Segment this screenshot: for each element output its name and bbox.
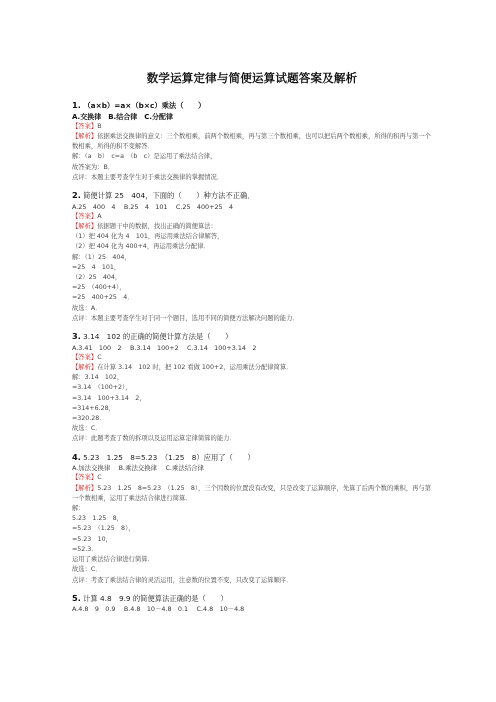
analysis-line <box>72 132 432 152</box>
question-number: 1. <box>72 100 81 110</box>
solution-line: =52.3． <box>72 545 98 553</box>
question-3 <box>72 331 432 445</box>
solution-line: 解： <box>72 505 85 513</box>
question-options: A.交换律 B.结合律 C.分配律 <box>72 112 173 121</box>
answer-line <box>72 353 432 363</box>
question-number: 3. <box>72 331 81 342</box>
answer-tag: 【答案】 <box>72 122 98 130</box>
solution-line: =5.23 10， <box>72 535 112 543</box>
analysis-tag: 【解析】 <box>72 223 98 231</box>
solution-line: 5.23 1.25 8， <box>72 515 123 523</box>
answer-value: B <box>97 122 102 130</box>
question-stem <box>72 100 432 112</box>
solution-line: 点评：本题主要考查学生对于乘法交换律的掌握情况． <box>72 173 224 181</box>
answer-line <box>72 122 432 132</box>
solution-line: 解：（1）25 404， <box>72 253 131 261</box>
solution-line: =3.14 100+3.14 2， <box>72 394 146 402</box>
document-page <box>72 70 432 615</box>
solution-line: 运用了乘法结合律进行简算． <box>72 556 154 564</box>
question-1 <box>72 100 432 183</box>
question-number: 4. <box>72 451 81 462</box>
question-options: A.4.8 9 0.9 B.4.8 10－4.8 0.1 C.4.8 10－4.8 <box>72 605 245 614</box>
analysis-text: 5.23 1.25 8=5.23 （1.25 8），三个因数的位置没有改变，只是改变了运算顺序，先算了后两个数的乘积，再与第一个数相乘，运用了乘法结合律进行简算． <box>72 484 432 502</box>
solution-line: （2）把 404 化为 400+4，再运用乘法分配律． <box>72 243 210 251</box>
solution-line: 解：（a b） c=a （b c）是运用了乘法结合律， <box>72 153 217 161</box>
analysis-line <box>72 484 432 504</box>
analysis-tag: 【解析】 <box>72 484 98 492</box>
question-options: A.加法交换律 B.乘法交换律 C.乘法结合律 <box>72 464 204 473</box>
answer-line <box>72 212 432 222</box>
solution-line: 点评：本题主要考查学生对于同一个题目，选用不同的简便方法解决问题的能力． <box>72 314 299 322</box>
analysis-text: 依据乘法交换律的意义：三个数相乘，前两个数相乘，再与第三个数相乘，也可以把后两个数相乘，所得的积再与第一个数相乘，所得的积不变解答． <box>72 133 431 151</box>
analysis-text: 在计算 3.14 102 时，把 102 看做 100+2，运用乘法分配律简算． <box>97 364 293 372</box>
analysis-tag: 【解析】 <box>72 364 98 372</box>
solution-line: （2）25 404， <box>72 274 122 282</box>
answer-tag: 【答案】 <box>72 353 98 361</box>
solution-line: =25 4 101， <box>72 263 121 271</box>
question-text: 3.14 102 的正确的简便计算方法是（ ） <box>83 332 233 342</box>
answer-tag: 【答案】 <box>72 474 98 482</box>
solution-line: =3.14 （100+2）， <box>72 384 132 392</box>
question-options: A.3.41 100 2 B.3.14 100+2 C.3.14 100+3.14 2 <box>72 343 257 352</box>
answer-value: A <box>97 212 102 220</box>
answer-value: C <box>97 474 102 482</box>
solution-line: =314+6.28， <box>72 404 115 412</box>
question-options: A.25 400 4 B.25 4 101 C.25 400+25 4 <box>72 202 234 211</box>
answer-value: C <box>97 353 102 361</box>
solution-line: =25 400+25 4． <box>72 294 134 302</box>
page-title: 数学运算定律与简便运算试题答案及解析 <box>146 71 358 85</box>
question-stem <box>72 190 432 202</box>
question-text: （a×b）=a×（b×c）乘法（ ） <box>83 101 206 110</box>
solution-line: =320.28． <box>72 415 106 423</box>
solution-line: 故选：A． <box>72 304 102 312</box>
solution-line: 点评：此题考查了数的拆项以及运用运算定律简算的能力． <box>72 435 236 443</box>
analysis-line <box>72 363 432 373</box>
question-number: 2. <box>72 190 81 201</box>
analysis-text: 依据题干中的数据，找出正确的简便算法： <box>97 223 217 231</box>
question-4 <box>72 452 432 586</box>
answer-line <box>72 473 432 483</box>
question-stem <box>72 331 432 343</box>
solution-line: =5.23 （1.25 8）， <box>72 525 135 533</box>
solution-line: 点评：考查了乘法结合律的灵活运用，注意数的位置不变，只改变了运算顺序． <box>72 576 293 584</box>
answer-tag: 【答案】 <box>72 212 98 220</box>
question-text: 计算 4.8 9.9 的简便算法正确的是（ ） <box>83 593 228 603</box>
solution-line: 故选：C． <box>72 566 102 574</box>
question-number: 5. <box>72 592 81 603</box>
question-5 <box>72 593 432 615</box>
question-text: 5.23 1.25 8=5.23 （1.25 8）应用了（ ） <box>83 452 255 462</box>
question-stem <box>72 593 432 605</box>
solution-line: 故选：C． <box>72 425 102 433</box>
solution-line: 故答案为：B． <box>72 163 115 171</box>
analysis-line <box>72 222 432 232</box>
solution-line: （1）把 404 化为 4 101，再运用乘法结合律解答， <box>72 233 224 241</box>
analysis-tag: 【解析】 <box>72 133 98 140</box>
question-2 <box>72 190 432 324</box>
question-text: 简便计算 25 404，下面的（ ）种方法不正确． <box>83 191 255 201</box>
solution-line: 解：3.14 102， <box>72 374 124 382</box>
question-stem <box>72 452 432 464</box>
solution-line: =25 （400+4）， <box>72 284 126 292</box>
